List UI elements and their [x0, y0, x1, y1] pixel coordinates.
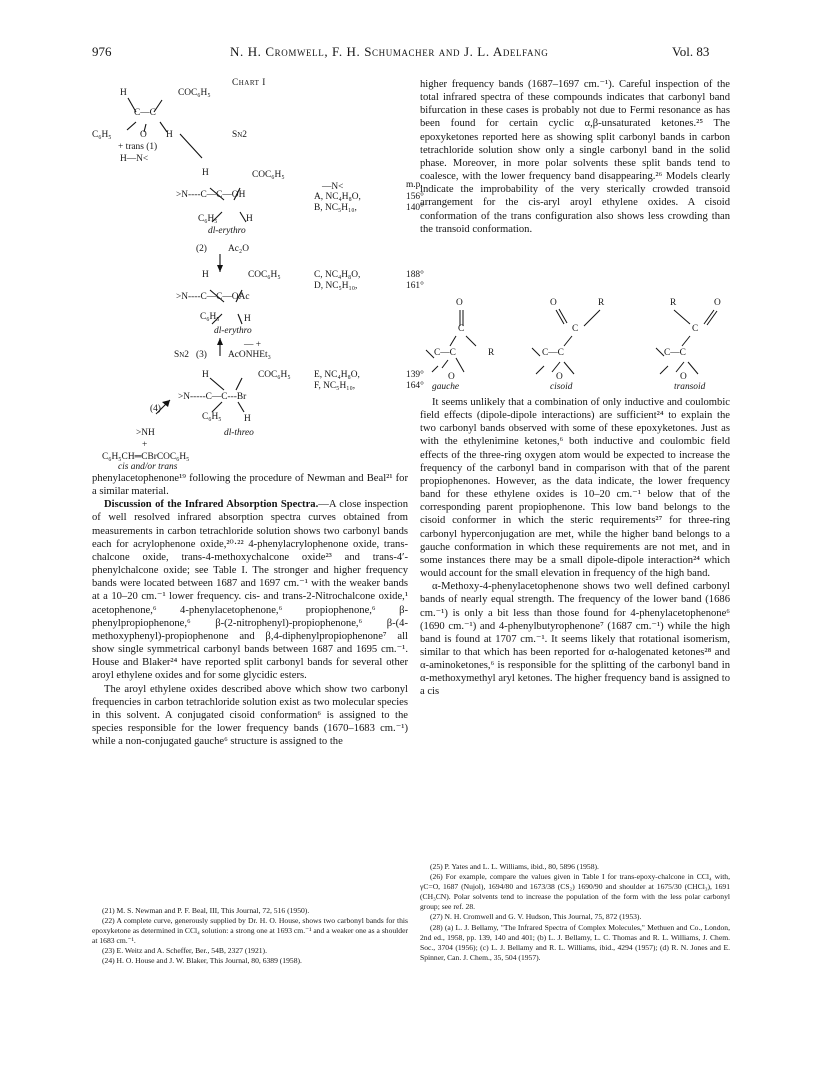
chart-label: C₆H₅CH═CBrCOC₆H₅: [102, 452, 190, 462]
chart-title: Chart I: [232, 78, 266, 88]
chart-label: H: [202, 168, 209, 178]
footnote: (21) M. S. Newman and P. F. Beal, III, This Journal, 72, 516 (1950).: [102, 906, 310, 915]
left-column: [92, 472, 408, 748]
chart-label: H: [202, 370, 209, 380]
chart-label: —N<: [322, 182, 344, 192]
chart-label: A, NC₄H₈O,: [314, 192, 361, 202]
footnote: (22) A complete curve, generously supplied by Dr. H. O. House, shows two carbonyl bands for this epoxyketone as determined in CCl₄ solution: a strong one at 1693 cm.⁻¹ and a weaker one as a shoulder at 1683 cm.⁻¹.: [92, 916, 408, 946]
footnote: (23) E. Weitz and A. Scheffer, Ber., 54B, 2327 (1921).: [102, 946, 267, 956]
chart-label: >NH: [136, 428, 155, 438]
right-column-top: [420, 78, 730, 236]
structure-caption-cisoid: cisoid: [550, 382, 573, 392]
paragraph: α-Methoxy-4-phenylacetophenone shows two well defined carbonyl bands of nearly equal strength. The frequency of the lower band (1686 cm.⁻¹) is only a bit less than those found for 4-phenylacetophenone⁶ (1690 cm.⁻¹) and 4-phenylbutyrophenone⁷ (1687 cm.⁻¹) while the high band is found at 1707 cm.⁻¹. It seems likely that rotational isomerism, similar to that which has been reported for α-halogenated ketones²⁸ and α-aminoketones,⁶ is responsible for the splitting of the carbonyl band in α-methoxymethyl aryl ketones. The higher frequency band is assigned to a cis: [420, 581, 730, 698]
chart-label: H: [246, 214, 253, 224]
chart-label: (3): [196, 350, 207, 360]
structure-atom: R: [488, 348, 495, 358]
reaction-scheme-chart: [92, 62, 424, 470]
chart-label: C₆H₅: [200, 312, 220, 322]
structure-atom: O: [680, 372, 687, 382]
chart-label: Sn2: [232, 130, 247, 140]
right-column-bottom: [420, 396, 730, 699]
chart-label: B, NC₅H₁₀,: [314, 203, 357, 213]
chart-label: C₆H₅: [198, 214, 218, 224]
structure-atom: O: [714, 298, 721, 308]
chart-label: COC₆H₅: [252, 170, 285, 180]
footnote: (26) For example, compare the values given in Table I for trans-epoxy-chalcone in CCl₄ with, γC=O, 1687 (Nujol), 1694/80 and 1673/38 (CS₂) 1690/90 and shoulder at 1675/30 (CHCl₃), 1691 (CH₃CN). Polar solvents tend to increase the population of the form with the less polar carbonyl group; see ref. 28.: [420, 872, 730, 912]
chart-label: Ac₂O: [228, 244, 249, 254]
chart-label: O: [140, 130, 147, 140]
footnote: (24) H. O. House and J. W. Blaker, This Journal, 80, 6389 (1958).: [102, 956, 302, 966]
structure-caption-gauche: gauche: [432, 382, 460, 392]
structure-atom: O: [556, 372, 563, 382]
chart-label: cis and/or trans: [118, 462, 178, 472]
chart-label: (2): [196, 244, 207, 254]
chart-label: C₆H₅: [202, 412, 222, 422]
paragraph: It seems unlikely that a combination of only inductive and coulombic field effects (dipole-dipole interactions) are sufficient²⁴ to explain the two carbonyl bands observed with some of these epoxyketones. Just as with the ethylenimine ketones,⁶ both inductive and coulombic field effects of the three-ring oxygen atom would be expected to increase the frequency of the carbonyl band in comparison with that of the parent propiophenones. However, as the data indicate, the lower frequency band for these ethylene oxides is 10–20 cm.⁻¹ below that of the corresponding parent propiophenone. This low band belongs to the cisoid conformer in which the steric requirements²⁷ for three-ring carbonyl hyperconjugation are met, while the higher band belongs to a gauche conformation in which these requirements are not met, and in some instances there may be a small dipole-dipole interaction²⁴ which would account for the small elevation in frequency of the high band.: [420, 397, 730, 580]
chart-label: H: [166, 130, 173, 140]
chart-label: C₆H₅: [92, 130, 112, 140]
chart-label: 161°: [406, 281, 424, 291]
structure-atom: C—C: [434, 348, 456, 358]
chart-label: m.p.: [406, 180, 423, 190]
chart-label: F, NC₅H₁₀,: [314, 381, 356, 391]
chart-label: COC₆H₅: [248, 270, 281, 280]
paragraph: higher frequency bands (1687–1697 cm.⁻¹). Careful inspection of the total infrared spectra of these compounds indicates that carbonyl band bifurcation in these cases is probably not due to Fermi resonance as has been found for certain cyclic α,β-unsaturated ketones.²⁵ The epoxyketones reported here as showing split carbonyl bands in carbon tetrachloride solution show only a single carbonyl band in the solid phase. Moreover, in more polar solvents these split bands tend to coalesce, with the lower frequency band disappearing.²⁶ Models clearly indicate the improbability of the very sterically crowded transoid arrangement for the cis-aryl aroyl ethylene oxides. A cisoid conformation of the trans configuration also shows less crowding than the transoid conformation.: [420, 79, 730, 235]
chart-label: COC₆H₅: [258, 370, 291, 380]
conformation-structures: [408, 292, 728, 392]
chart-label: H: [202, 270, 209, 280]
running-head-authors: N. H. Cromwell, F. H. Schumacher and J. L. Adelfang: [230, 44, 549, 59]
chart-label: +: [142, 440, 148, 450]
structure-atom: R: [598, 298, 605, 308]
chart-label: + trans (1): [118, 142, 158, 152]
volume-label: Vol. 83: [672, 44, 710, 59]
chart-label: COC₆H₅: [178, 88, 211, 98]
chart-label: H: [244, 314, 251, 324]
chart-label: dl-erythro: [208, 226, 246, 236]
structure-atom: C: [572, 324, 579, 334]
chart-label: C—C: [134, 108, 156, 118]
right-footnotes: [420, 862, 730, 963]
chart-label: H—N<: [120, 154, 149, 164]
chart-label: 156°: [406, 192, 424, 202]
chart-label: E, NC₄H₈O,: [314, 370, 360, 380]
left-footnotes: [92, 906, 408, 967]
chart-label: — +: [244, 340, 262, 350]
chart-label: Sn2: [174, 350, 189, 360]
chart-label: dl-erythro: [214, 326, 252, 336]
chart-label: dl-threo: [224, 428, 254, 438]
paragraph: phenylacetophenone¹⁹ following the procedure of Newman and Beal²¹ for a similar material.: [92, 473, 408, 498]
structure-caption-transoid: transoid: [674, 382, 706, 392]
chart-label: >N-----C—C---Br: [178, 392, 247, 402]
section-heading: Discussion of the Infrared Absorption Spectra.: [104, 499, 319, 511]
reaction-scheme-bonds: [92, 62, 424, 470]
structure-atom: R: [670, 298, 677, 308]
chart-label: H: [120, 88, 127, 98]
structure-atom: O: [550, 298, 557, 308]
chart-label: 140°: [406, 203, 424, 213]
footnote: (27) N. H. Cromwell and G. V. Hudson, This Journal, 75, 872 (1953).: [430, 912, 642, 922]
chart-label: 164°: [406, 381, 424, 391]
paragraph: The aroyl ethylene oxides described above which show two carbonyl frequencies in carbon tetrachloride solution exist as two molecular species in this solvent. A conjugated cisoid conformation⁶ is assigned to the species responsible for the lower frequency bands (1670–1683 cm.⁻¹) while a non-conjugated gauche⁶ structure is assigned to the: [92, 683, 408, 748]
structure-atom: C—C: [664, 348, 686, 358]
paragraph: Discussion of the Infrared Absorption Spectra.—A close inspection of well resolved infrared absorption spectra curves obtained from measurements in carbon tetrachloride solution shows two carbonyl bands each for acrylophenone oxide,²⁰·²² 4-phenylacrylophenone oxide, trans-chalcone oxide, trans-4-methoxychalcone oxide²³ and trans-4′-phenylchalcone oxide; see Table I. The stronger and higher frequency bands were located between 1687 and 1697 cm.⁻¹ with the weaker bands at a 10–20 cm.⁻¹ lower frequency. cis- and trans-2-Nitrochalcone oxide,¹ acetophenone,⁶ 4-phenylacetophenone,⁶ propiophenone,⁶ β-phenylpropiophenone,⁶ β-(2-nitrophenyl)-propiophenone,⁶ β-(4-methoxyphenyl)-propiophenone and β,4-diphenylpropiophenone⁷ all show single symmetrical carbonyl bands between 1687 and 1695 cm.⁻¹. House and Blaker²⁴ have reported split carbonyl bands for several other aroyl ethylene oxides and for some glycidic esters.: [92, 499, 408, 682]
structure-atom: O: [456, 298, 463, 308]
page-number: 976: [92, 44, 112, 59]
structure-atom: C—C: [542, 348, 564, 358]
structure-atom: C: [692, 324, 699, 334]
chart-label: (4): [150, 404, 161, 414]
footnote: (25) P. Yates and L. L. Williams, ibid., 80, 5896 (1958).: [430, 862, 599, 871]
chart-label: C, NC₄H₈O,: [314, 270, 361, 280]
chart-label: >N----C—C—OAc: [176, 292, 250, 302]
chart-label: D, NC₅H₁₀,: [314, 281, 358, 291]
footnote: (28) (a) L. J. Bellamy, "The Infrared Spectra of Complex Molecules," Methuen and Co., London, 2nd ed., 1958, pp. 139, 140 and 401; (b) L. J. Bellamy, L. C. Thomas and R. L. Williams, J. Chem. Soc., 3704 (1956); (c) L. J. Bellamy and R. L. Williams, ibid., 4294 (1957); (d) R. N. Jones and E. Spinner, Can. J. Chem., 35, 504 (1957).: [420, 922, 730, 962]
structure-atom: C: [458, 324, 465, 334]
chart-label: >N----C—C—OH: [176, 190, 246, 200]
chart-label: H: [244, 414, 251, 424]
chart-label: 188°: [406, 270, 424, 280]
structure-atom: O: [448, 372, 455, 382]
chart-label: 139°: [406, 370, 424, 380]
chart-label: AcONHEt₃: [228, 350, 271, 360]
